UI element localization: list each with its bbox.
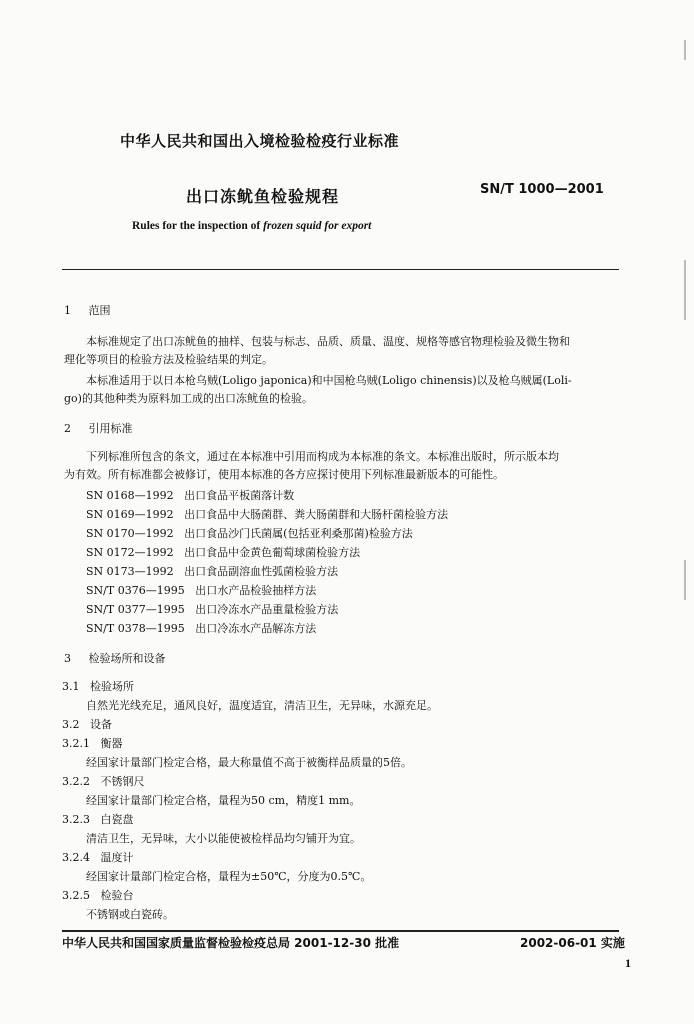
section-heading xyxy=(64,650,166,666)
paragraph: 经国家计量部门检定合格，量程为±50℃，分度为0.5℃。 xyxy=(86,870,372,883)
subsection-heading xyxy=(62,849,134,865)
reference-item xyxy=(86,582,316,598)
subsection-number: 3.2 xyxy=(62,718,80,731)
header-rule xyxy=(62,269,619,270)
subsection-heading xyxy=(62,735,123,751)
reference-item xyxy=(86,544,360,560)
section-title: 检验场所和设备 xyxy=(88,652,166,665)
section-number: 3 xyxy=(64,652,71,665)
reference-title: 出口食品沙门氏菌属(包括亚利桑那菌)检验方法 xyxy=(184,527,413,540)
reference-title: 出口水产品检验抽样方法 xyxy=(195,584,317,597)
paragraph: 经国家计量部门检定合格，量程为50 cm，精度1 mm。 xyxy=(86,794,361,807)
paragraph: 自然光光线充足，通风良好，温度适宜，清洁卫生，无异味，水源充足。 xyxy=(86,699,438,712)
reference-code: SN 0168—1992 xyxy=(86,489,174,502)
reference-item xyxy=(86,487,294,503)
subsection-heading xyxy=(62,716,112,732)
section-title: 范围 xyxy=(88,304,111,317)
subsection-heading xyxy=(62,811,134,827)
paragraph: 下列标准所包含的条文，通过在本标准中引用而构成为本标准的条文。本标准出版时，所示版本均 xyxy=(86,450,559,463)
document-title: 出口冻鱿鱼检验规程 xyxy=(186,187,340,206)
scan-edge-mark xyxy=(684,40,686,60)
section-title: 引用标准 xyxy=(88,422,133,435)
reference-item xyxy=(86,601,338,617)
subsection-number: 3.2.5 xyxy=(62,889,90,902)
reference-item xyxy=(86,620,316,636)
section-number: 1 xyxy=(64,304,71,317)
subsection-number: 3.2.4 xyxy=(62,851,90,864)
reference-item xyxy=(86,506,448,522)
standard-code: SN/T 1000—2001 xyxy=(480,182,604,197)
industry-standard-heading: 中华人民共和国出入境检验检疫行业标准 xyxy=(120,132,400,150)
implementation-date: 2002-06-01 实施 xyxy=(520,936,625,950)
english-title-prefix: Rules for the inspection of xyxy=(132,220,264,232)
paragraph: 经国家计量部门检定合格，最大称量值不高于被衡样品质量的5倍。 xyxy=(86,756,412,769)
paragraph: 理化等项目的检验方法及检验结果的判定。 xyxy=(64,353,273,366)
subsection-number: 3.2.3 xyxy=(62,813,90,826)
scan-edge-mark xyxy=(684,260,686,320)
reference-title: 出口食品中大肠菌群、粪大肠菌群和大肠杆菌检验方法 xyxy=(184,508,449,521)
reference-title: 出口冷冻水产品解冻方法 xyxy=(195,622,317,635)
reference-title: 出口食品中金黄色葡萄球菌检验方法 xyxy=(184,546,361,559)
reference-title: 出口食品副溶血性弧菌检验方法 xyxy=(184,565,339,578)
subsection-title: 衡器 xyxy=(100,737,123,750)
page-number: 1 xyxy=(625,956,631,970)
section-heading xyxy=(64,302,111,318)
paragraph: 不锈钢或白瓷砖。 xyxy=(86,908,174,921)
reference-code: SN 0169—1992 xyxy=(86,508,174,521)
section-heading xyxy=(64,420,133,436)
reference-item xyxy=(86,525,413,541)
scan-edge-mark xyxy=(684,560,686,600)
paragraph: 为有效。所有标准都会被修订，使用本标准的各方应探讨使用下列标准最新版本的可能性。 xyxy=(64,468,504,481)
paragraph: 本标准适用于以日本枪乌贼(Loligo japonica)和中国枪乌贼(Loligo chinensis)以及枪乌贼属(Loli- xyxy=(86,374,572,387)
paragraph: 本标准规定了出口冻鱿鱼的抽样、包装与标志、品质、质量、温度、规格等感官物理检验及微生物和 xyxy=(86,335,570,348)
english-title xyxy=(132,220,371,232)
subsection-heading xyxy=(62,773,145,789)
approval-line: 中华人民共和国国家质量监督检验检疫总局 2001-12-30 批准 xyxy=(62,936,400,950)
reference-code: SN 0170—1992 xyxy=(86,527,174,540)
reference-code: SN 0172—1992 xyxy=(86,546,174,559)
paragraph: go)的其他种类为原料加工成的出口冻鱿鱼的检验。 xyxy=(64,392,313,405)
reference-code: SN/T 0377—1995 xyxy=(86,603,185,616)
subsection-number: 3.2.1 xyxy=(62,737,90,750)
reference-item xyxy=(86,563,338,579)
subsection-number: 3.2.2 xyxy=(62,775,90,788)
english-title-italic: frozen squid for export xyxy=(263,220,372,232)
subsection-title: 不锈钢尺 xyxy=(100,775,145,788)
subsection-number: 3.1 xyxy=(62,680,80,693)
reference-code: SN 0173—1992 xyxy=(86,565,174,578)
reference-title: 出口冷冻水产品重量检验方法 xyxy=(195,603,339,616)
footer-rule xyxy=(62,930,619,932)
subsection-heading xyxy=(62,887,134,903)
subsection-title: 检验场所 xyxy=(90,680,134,693)
subsection-heading xyxy=(62,678,134,694)
subsection-title: 设备 xyxy=(90,718,112,731)
subsection-title: 白瓷盘 xyxy=(100,813,134,826)
reference-title: 出口食品平板菌落计数 xyxy=(184,489,295,502)
section-number: 2 xyxy=(64,422,71,435)
subsection-title: 温度计 xyxy=(100,851,134,864)
subsection-title: 检验台 xyxy=(100,889,134,902)
reference-code: SN/T 0378—1995 xyxy=(86,622,185,635)
reference-code: SN/T 0376—1995 xyxy=(86,584,185,597)
paragraph: 清洁卫生，无异味，大小以能使被检样品均匀铺开为宜。 xyxy=(86,832,361,845)
